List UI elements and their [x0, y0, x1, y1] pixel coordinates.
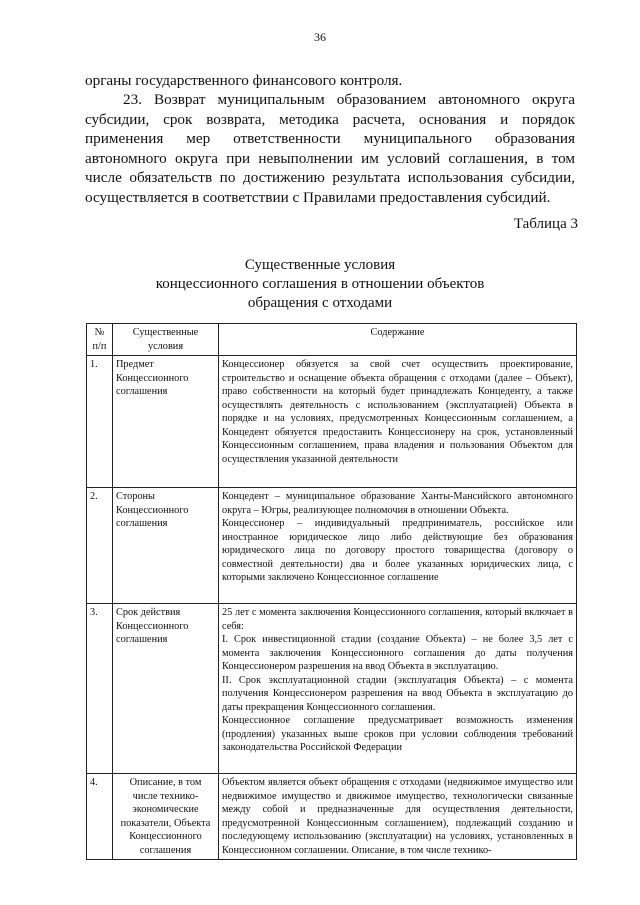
header-condition: Существенные условия — [113, 324, 219, 356]
paragraph-text: органы государственного финансового контроля. — [85, 72, 403, 89]
content-paragraph: Концессионер – индивидуальный предприниматель, российское или иностранное юридическое лицо либо действующие без образования юридического лица по договору простого товарищества (договору о совместной деятельности) два и более указанных юридических лица, с которыми заключено Концессионное соглашение — [222, 518, 573, 583]
table-row — [87, 774, 577, 860]
row-condition: Стороны Концессионного соглашения — [113, 488, 219, 604]
table-title — [120, 256, 520, 313]
header-number: № п/п — [87, 324, 113, 356]
row-condition: Срок действия Концессионного соглашения — [113, 604, 219, 774]
row-content — [219, 356, 577, 488]
row-number: 3. — [87, 604, 113, 774]
content-paragraph: 25 лет с момента заключения Концессионного соглашения, который включает в себя: — [222, 607, 573, 632]
table-label: Таблица 3 — [513, 216, 578, 232]
row-content — [219, 488, 577, 604]
row-number: 4. — [87, 774, 113, 860]
paragraph-text: 23. Возврат муниципальным образованием автономного округа субсидии, срок возврата, методика расчета, основания и порядок применения мер ответственности муниципального образования автономного округа при невыполнении им условий соглашения, в том числе обязательств по достижению результата использования субсидии, осуществляется в соответствии с Правилами предоставления субсидий. — [85, 91, 575, 206]
content-paragraph: I. Срок инвестиционной стадии (создание Объекта) – не более 3,5 лет с момента заключения Концессионного соглашения до даты получения Концессионером разрешения на ввод Объекта в эксплуатацию. — [222, 634, 573, 672]
table-row — [87, 604, 577, 774]
row-content — [219, 774, 577, 860]
row-condition: Предмет Концессионного соглашения — [113, 356, 219, 488]
content-paragraph: Концедент – муниципальное образование Ханты-Мансийского автономного округа – Югры, реализующее полномочия в отношении Объекта. — [222, 491, 573, 516]
table-row — [87, 356, 577, 488]
page-number: 36 — [314, 30, 326, 44]
content-paragraph: Концессионер обязуется за свой счет осуществить проектирование, строительство и оснащение объекта обращения с отходами (далее – Объект), право собственности на который будет принадлежать Концеденту, а также осуществлять деятельность с использованием (эксплуатацией) Объекта в порядке и на условиях, предусмотренных Концессионным соглашением, а Концедент обязуется предоставить Концессионеру на срок, установленный Концессионным соглашением, права владения и пользования Объектом для осуществления указанной деятельности — [222, 359, 573, 465]
content-paragraph: Концессионное соглашение предусматривает возможность изменения (продления) указанных выше сроков при условии соблюдения требований законодательства Российской Федерации — [222, 715, 573, 753]
header-content: Содержание — [219, 324, 577, 356]
row-condition: Описание, в том числе технико-экономические показатели, Объекта Концессионного соглашения — [113, 774, 219, 860]
table-title-line: концессионного соглашения в отношении объектов — [155, 276, 485, 292]
paragraph-continuation — [85, 71, 575, 91]
row-content — [219, 604, 577, 774]
content-paragraph: Объектом является объект обращения с отходами (недвижимое имущество или недвижимое имущество и движимое имущество, технологически связанные между собой и предназначенные для осуществления деятельности, предусмотренной Концессионным соглашением), подлежащий созданию и последующему использованию (эксплуатации) на условиях, установленных в Концессионном соглашении. Описание, в том числе технико- — [222, 777, 573, 856]
concession-conditions-table — [86, 323, 577, 860]
content-paragraph: II. Срок эксплуатационной стадии (эксплуатация Объекта) – с момента получения Концессионером разрешения на ввод Объекта в эксплуатацию до даты прекращения Концессионного соглашения. — [222, 674, 573, 713]
table-title-line: Существенные условия — [244, 257, 396, 273]
table-row — [87, 488, 577, 604]
row-number: 2. — [87, 488, 113, 604]
paragraph-23 — [85, 90, 575, 207]
row-number: 1. — [87, 356, 113, 488]
table-title-line: обращения с отходами — [247, 295, 393, 311]
table-header-row — [87, 324, 577, 356]
